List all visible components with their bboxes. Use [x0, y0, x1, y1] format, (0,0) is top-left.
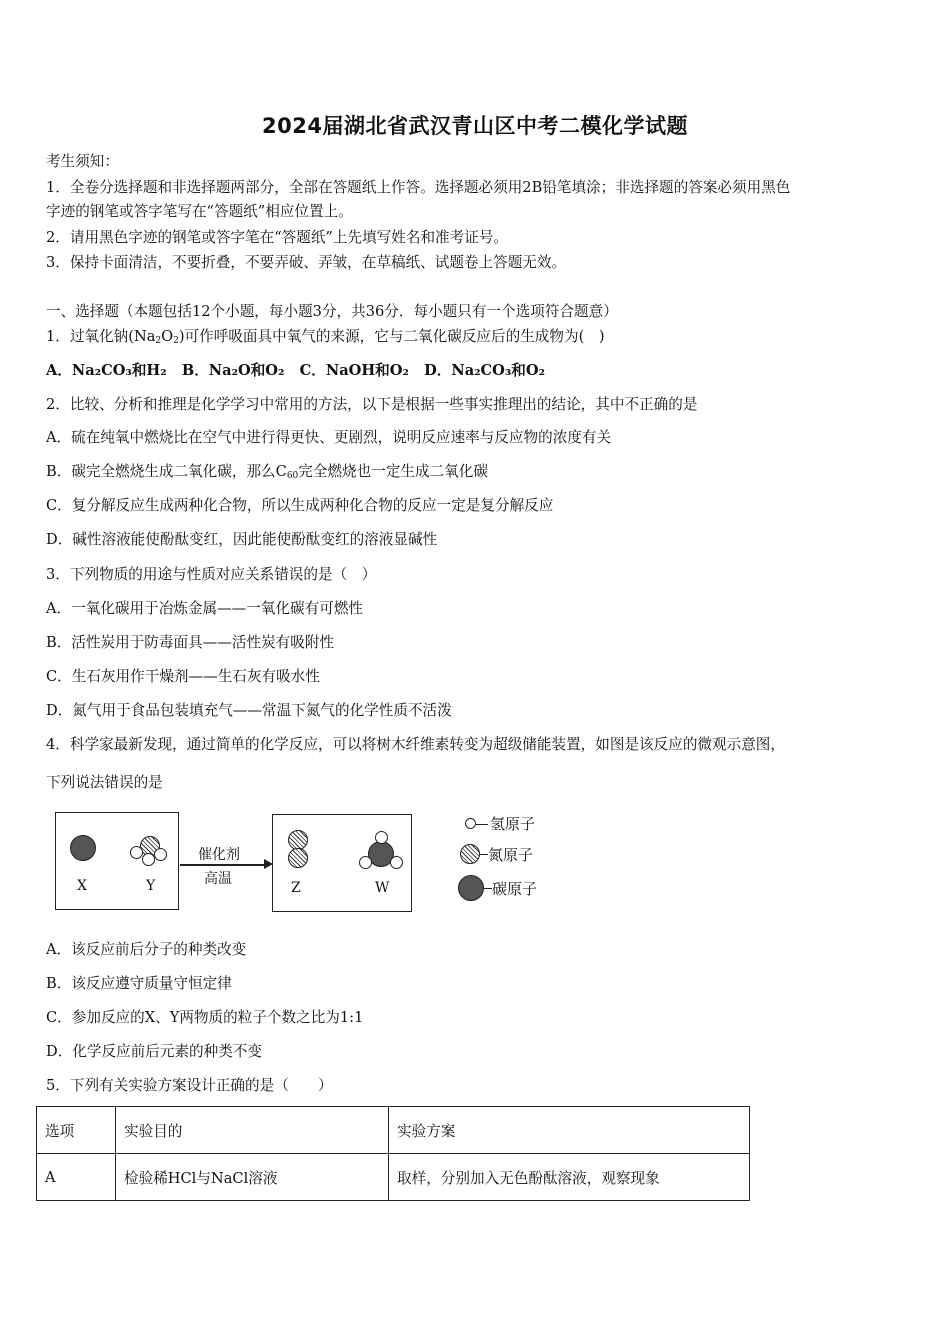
hydrogen-atom-icon: [359, 856, 372, 869]
question-1-options: [46, 361, 545, 381]
notice-item-1: 1．全卷分选择题和非选择题两部分，全部在答题纸上作答。选择题必须用2B铅笔填涂；非选择题的答案必须用黑色: [46, 179, 791, 196]
label-x: X: [77, 878, 87, 894]
legend-nitrogen: 氮原子: [488, 846, 534, 864]
label-w: W: [375, 880, 390, 896]
condition-label: 高温: [204, 871, 232, 887]
hydrogen-atom-icon: [142, 853, 155, 866]
experiment-table: [36, 1106, 750, 1201]
table-cell: A: [37, 1154, 116, 1201]
legend-carbon: 碳原子: [492, 880, 538, 898]
q4-option-c: C．参加反应的X、Y两物质的粒子个数之比为1:1: [46, 1009, 364, 1026]
legend-hydrogen: 氢原子: [490, 815, 536, 833]
reaction-diagram: [50, 808, 570, 918]
notice-item-1-cont: 字迹的钢笔或答字笔写在“答题纸”相应位置上。: [46, 203, 353, 220]
table-header-row: [37, 1107, 750, 1154]
legend-line: [484, 888, 492, 889]
notice-item-3: 3．保持卡面清洁，不要折叠，不要弄破、弄皱，在草稿纸、试题卷上答题无效。: [46, 254, 567, 271]
section-heading: 一、选择题（本题包括12个小题，每小题3分，共36分．每小题只有一个选项符合题意）: [46, 303, 618, 320]
legend-line: [480, 854, 488, 855]
q2-option-a: A．硫在纯氧中燃烧比在空气中进行得更快、更剧烈，说明反应速率与反应物的浓度有关: [46, 429, 612, 446]
q4-option-d: D．化学反应前后元素的种类不变: [46, 1043, 263, 1060]
carbon-atom-icon: [458, 875, 484, 901]
q3-option-a: A．一氧化碳用于冶炼金属——一氧化碳有可燃性: [46, 600, 364, 617]
hydrogen-atom-icon: [375, 831, 388, 844]
table-header: 实验方案: [389, 1107, 750, 1154]
legend-line: [476, 824, 488, 825]
q2-option-c: C．复分解反应生成两种化合物，所以生成两种化合物的反应一定是复分解反应: [46, 497, 554, 514]
table-row: [37, 1154, 750, 1201]
notice-heading: 考生须知：: [46, 153, 119, 170]
q1-option-b: B．Na₂O和O₂: [181, 362, 285, 379]
nitrogen-atom-icon: [288, 848, 308, 868]
question-4-stem: 4．科学家最新发现，通过简单的化学反应，可以将树木纤维素转变为超级储能装置，如图是该反应的微观示意图，: [46, 736, 785, 753]
notice-item-2: 2．请用黑色字迹的钢笔或答字笔在“答题纸”上先填写姓名和准考证号。: [46, 229, 509, 246]
table-header: 实验目的: [116, 1107, 389, 1154]
hydrogen-atom-icon: [465, 818, 476, 829]
q2-option-d: D．碱性溶液能使酚酞变红，因此能使酚酞变红的溶液显碱性: [46, 531, 438, 548]
q1-option-d: D．Na₂CO₃和O₂: [424, 362, 545, 379]
q4-option-b: B．该反应遵守质量守恒定律: [46, 975, 232, 992]
question-4-stem-cont: 下列说法错误的是: [46, 774, 163, 791]
question-1-stem: 1．过氧化钠$(Na_2O_2)$可作呼吸面具中氧气的来源，它与二氧化碳反应后的生成物为( ): [46, 328, 605, 346]
nitrogen-atom-icon: [460, 844, 480, 864]
q1-option-a: A．Na₂CO₃和H₂: [46, 362, 167, 379]
reactants-box: [55, 812, 179, 910]
carbon-atom-icon: [70, 835, 96, 861]
question-2-stem: 2．比较、分析和推理是化学学习中常用的方法，以下是根据一些事实推理出的结论，其中不正确的是: [46, 396, 698, 413]
q2-option-b: B．碳完全燃烧生成二氧化碳，那么$C_{60}$完全燃烧也一定生成二氧化碳: [46, 463, 488, 481]
q3-option-d: D．氮气用于食品包装填充气——常温下氮气的化学性质不活泼: [46, 702, 452, 719]
hydrogen-atom-icon: [390, 856, 403, 869]
q1-option-c: C．NaOH和O₂: [299, 362, 409, 379]
arrow-line: [180, 864, 266, 866]
table-cell: 取样，分别加入无色酚酞溶液，观察现象: [389, 1154, 750, 1201]
q4-option-a: A．该反应前后分子的种类改变: [46, 941, 247, 958]
page-title: 2024届湖北省武汉青山区中考二模化学试题: [262, 114, 688, 138]
label-z: Z: [291, 880, 301, 896]
nitrogen-atom-icon: [288, 830, 308, 850]
hydrogen-atom-icon: [154, 848, 167, 861]
question-5-stem: 5．下列有关实验方案设计正确的是（ ）: [46, 1077, 333, 1094]
hydrogen-atom-icon: [130, 846, 143, 859]
question-3-stem: 3．下列物质的用途与性质对应关系错误的是（ ）: [46, 566, 377, 583]
table-header: 选项: [37, 1107, 116, 1154]
catalyst-label: 催化剂: [198, 847, 240, 863]
table-cell: 检验稀HCl与NaCl溶液: [116, 1154, 389, 1201]
label-y: Y: [146, 878, 156, 894]
q3-option-b: B．活性炭用于防毒面具——活性炭有吸附性: [46, 634, 335, 651]
q3-option-c: C．生石灰用作干燥剂——生石灰有吸水性: [46, 668, 320, 685]
